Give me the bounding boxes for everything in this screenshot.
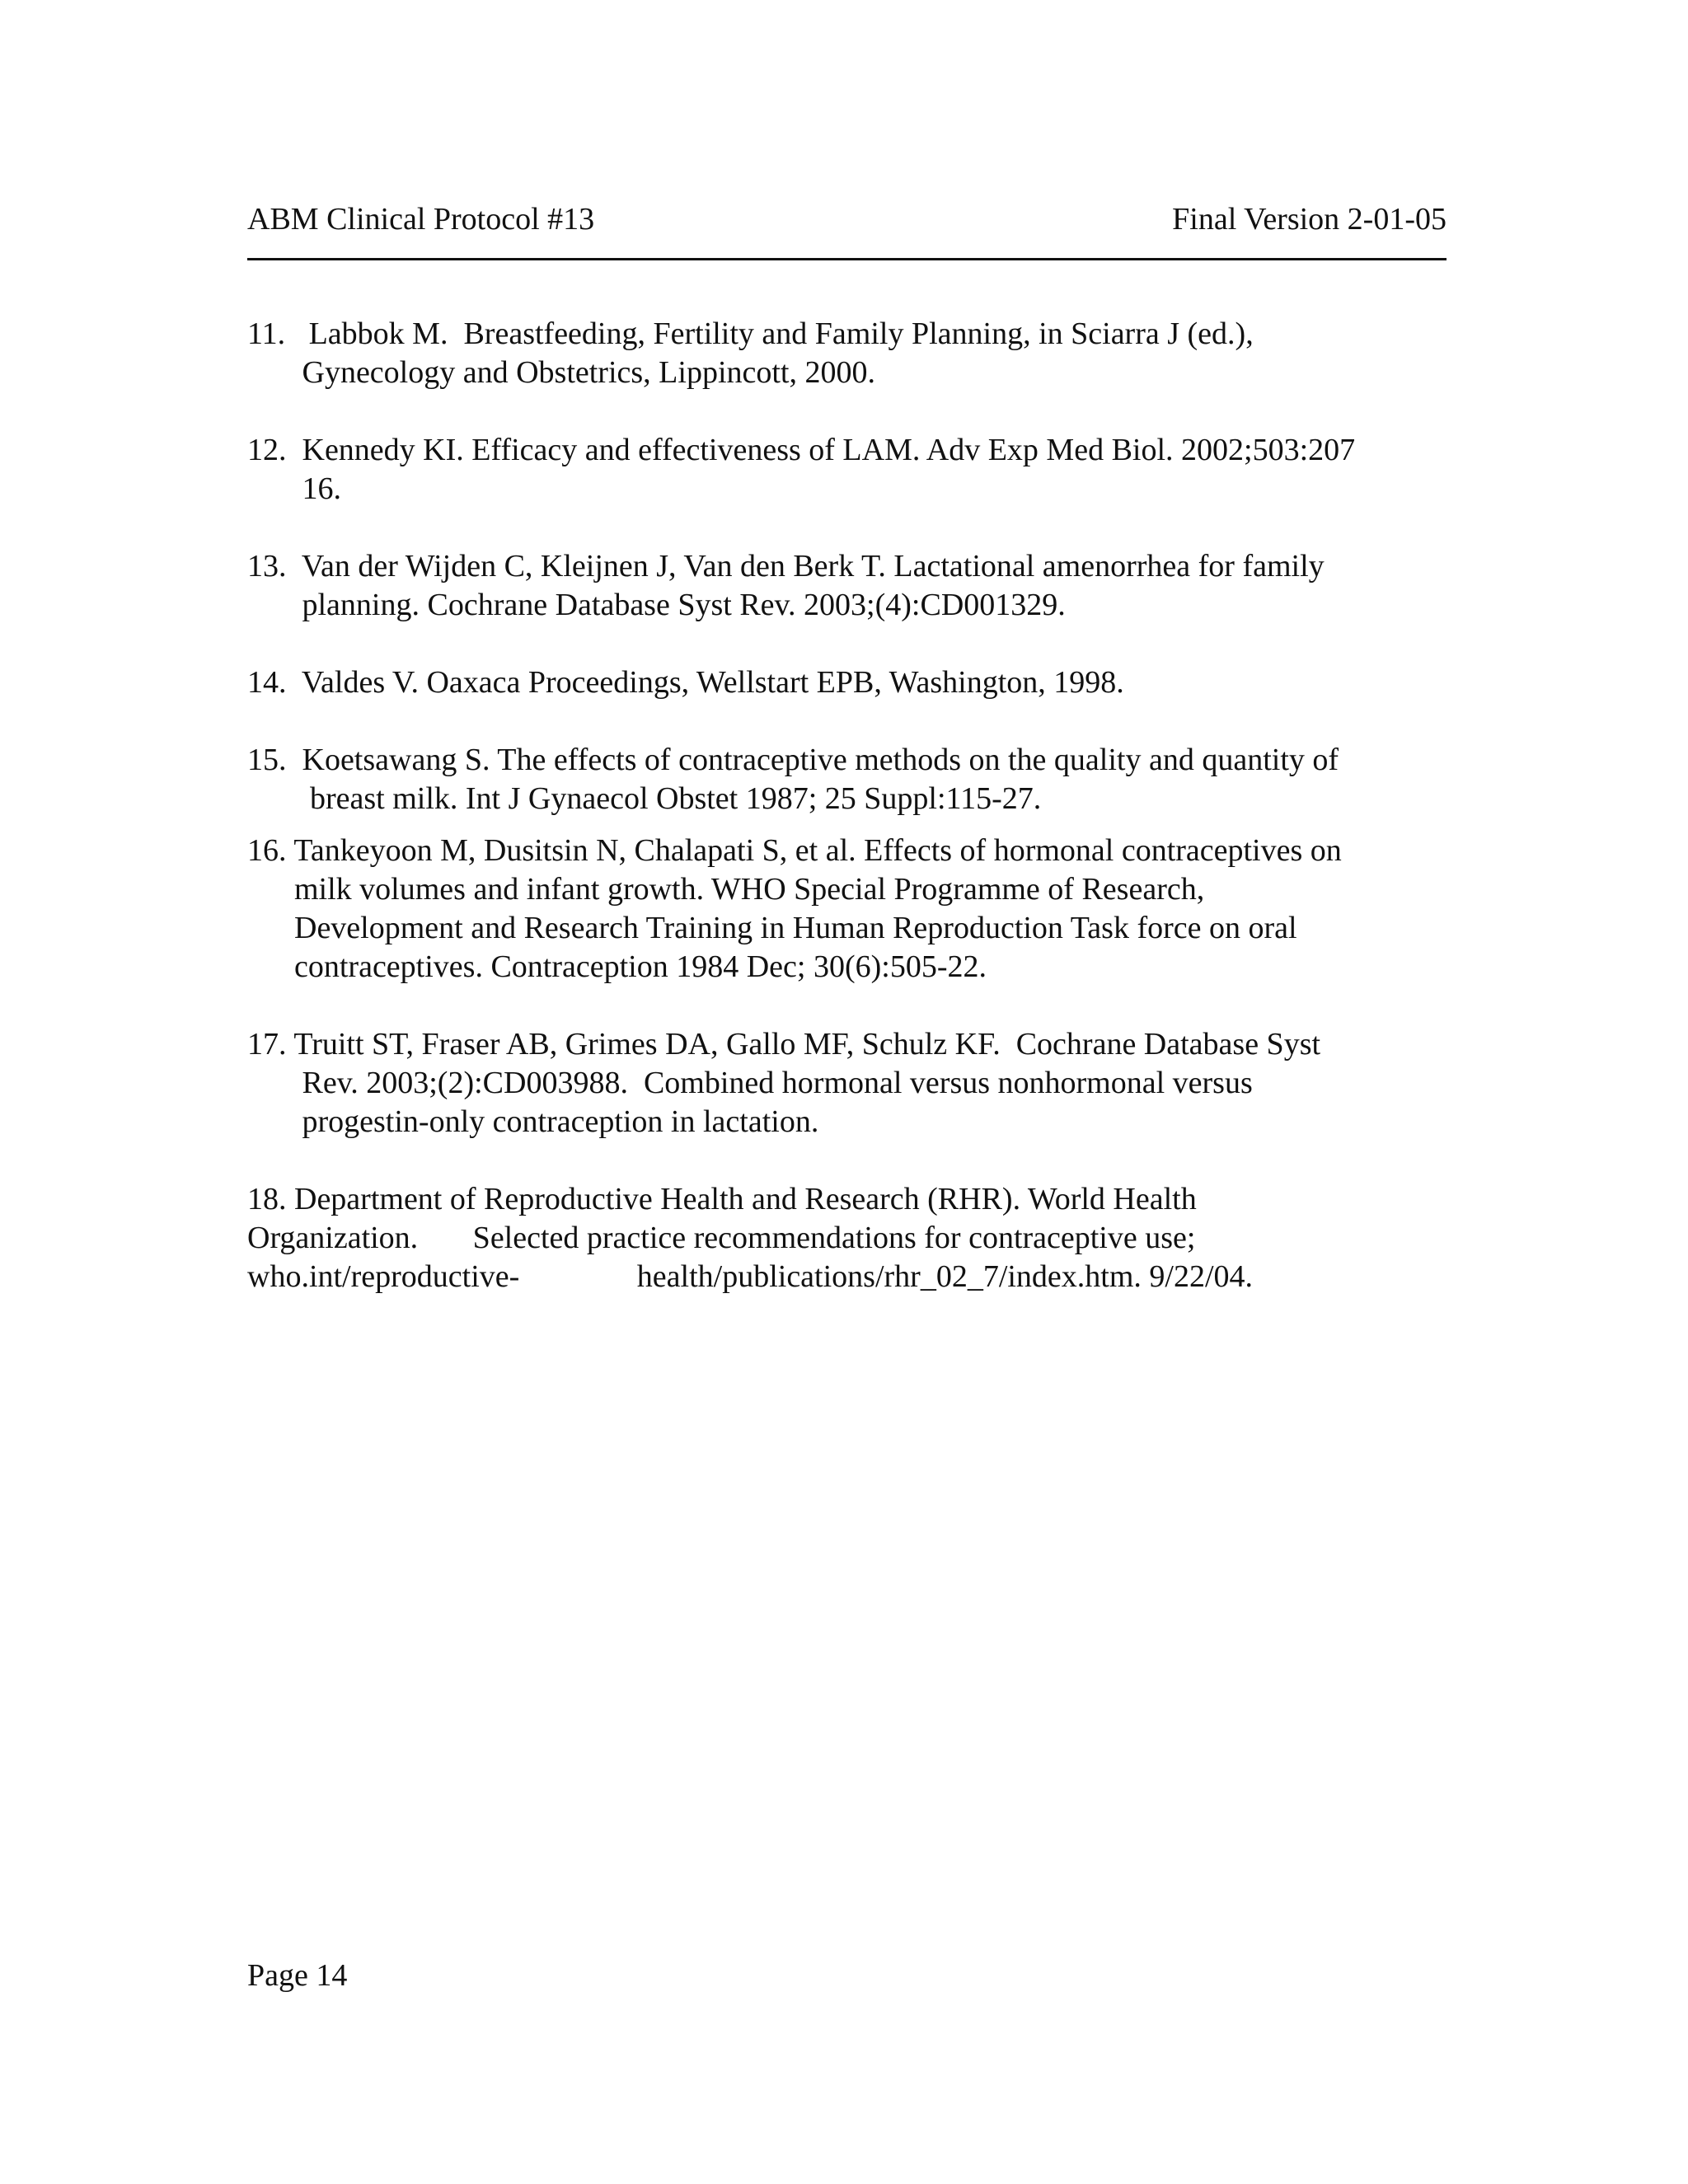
- reference-line: Gynecology and Obstetrics, Lippincott, 2000.: [247, 355, 875, 390]
- reference-line: 16.: [247, 471, 341, 506]
- page-number: Page 14: [247, 1958, 348, 1993]
- reference-16: [247, 832, 1447, 987]
- reference-11: [247, 315, 1447, 392]
- reference-line: 13. Van der Wijden C, Kleijnen J, Van den Berk T. Lactational amenorrhea for family: [247, 549, 1325, 583]
- reference-15: [247, 741, 1447, 818]
- header-divider: [247, 258, 1447, 260]
- reference-line: milk volumes and infant growth. WHO Special Programme of Research,: [247, 872, 1205, 907]
- reference-17: [247, 1025, 1447, 1141]
- reference-line: Development and Research Training in Human Reproduction Task force on oral: [247, 911, 1297, 945]
- reference-line: planning. Cochrane Database Syst Rev. 2003;(4):CD001329.: [247, 588, 1066, 622]
- reference-line: breast milk. Int J Gynaecol Obstet 1987; 25 Suppl:115-27.: [247, 781, 1042, 816]
- reference-line: contraceptives. Contraception 1984 Dec; 30(6):505-22.: [247, 949, 987, 984]
- reference-line: 12. Kennedy KI. Efficacy and effectiveness of LAM. Adv Exp Med Biol. 2002;503:207: [247, 433, 1356, 467]
- header-version: Final Version 2-01-05: [1172, 202, 1447, 237]
- reference-line: 16. Tankeyoon M, Dusitsin N, Chalapati S, et al. Effects of hormonal contraceptives on: [247, 833, 1342, 868]
- reference-line: Rev. 2003;(2):CD003988. Combined hormonal versus nonhormonal versus: [247, 1066, 1253, 1100]
- reference-line: progestin-only contraception in lactation.: [247, 1104, 819, 1139]
- reference-line: 18. Department of Reproductive Health and Research (RHR). World Health: [247, 1182, 1197, 1216]
- reference-18: [247, 1180, 1447, 1296]
- reference-line: 15. Koetsawang S. The effects of contraceptive methods on the quality and quantity of: [247, 743, 1339, 777]
- reference-line: who.int/reproductive- health/publications/rhr_02_7/index.htm. 9/22/04.: [247, 1259, 1254, 1294]
- reference-line: 14. Valdes V. Oaxaca Proceedings, Wellstart EPB, Washington, 1998.: [247, 665, 1124, 700]
- reference-line: Organization. Selected practice recommendations for contraceptive use;: [247, 1221, 1196, 1255]
- reference-12: [247, 431, 1447, 509]
- reference-13: [247, 547, 1447, 625]
- reference-line: 17. Truitt ST, Fraser AB, Grimes DA, Gallo MF, Schulz KF. Cochrane Database Syst: [247, 1027, 1321, 1062]
- header-title: ABM Clinical Protocol #13: [247, 202, 595, 237]
- reference-line: 11. Labbok M. Breastfeeding, Fertility and Family Planning, in Sciarra J (ed.),: [247, 316, 1254, 351]
- reference-14: [247, 663, 1447, 702]
